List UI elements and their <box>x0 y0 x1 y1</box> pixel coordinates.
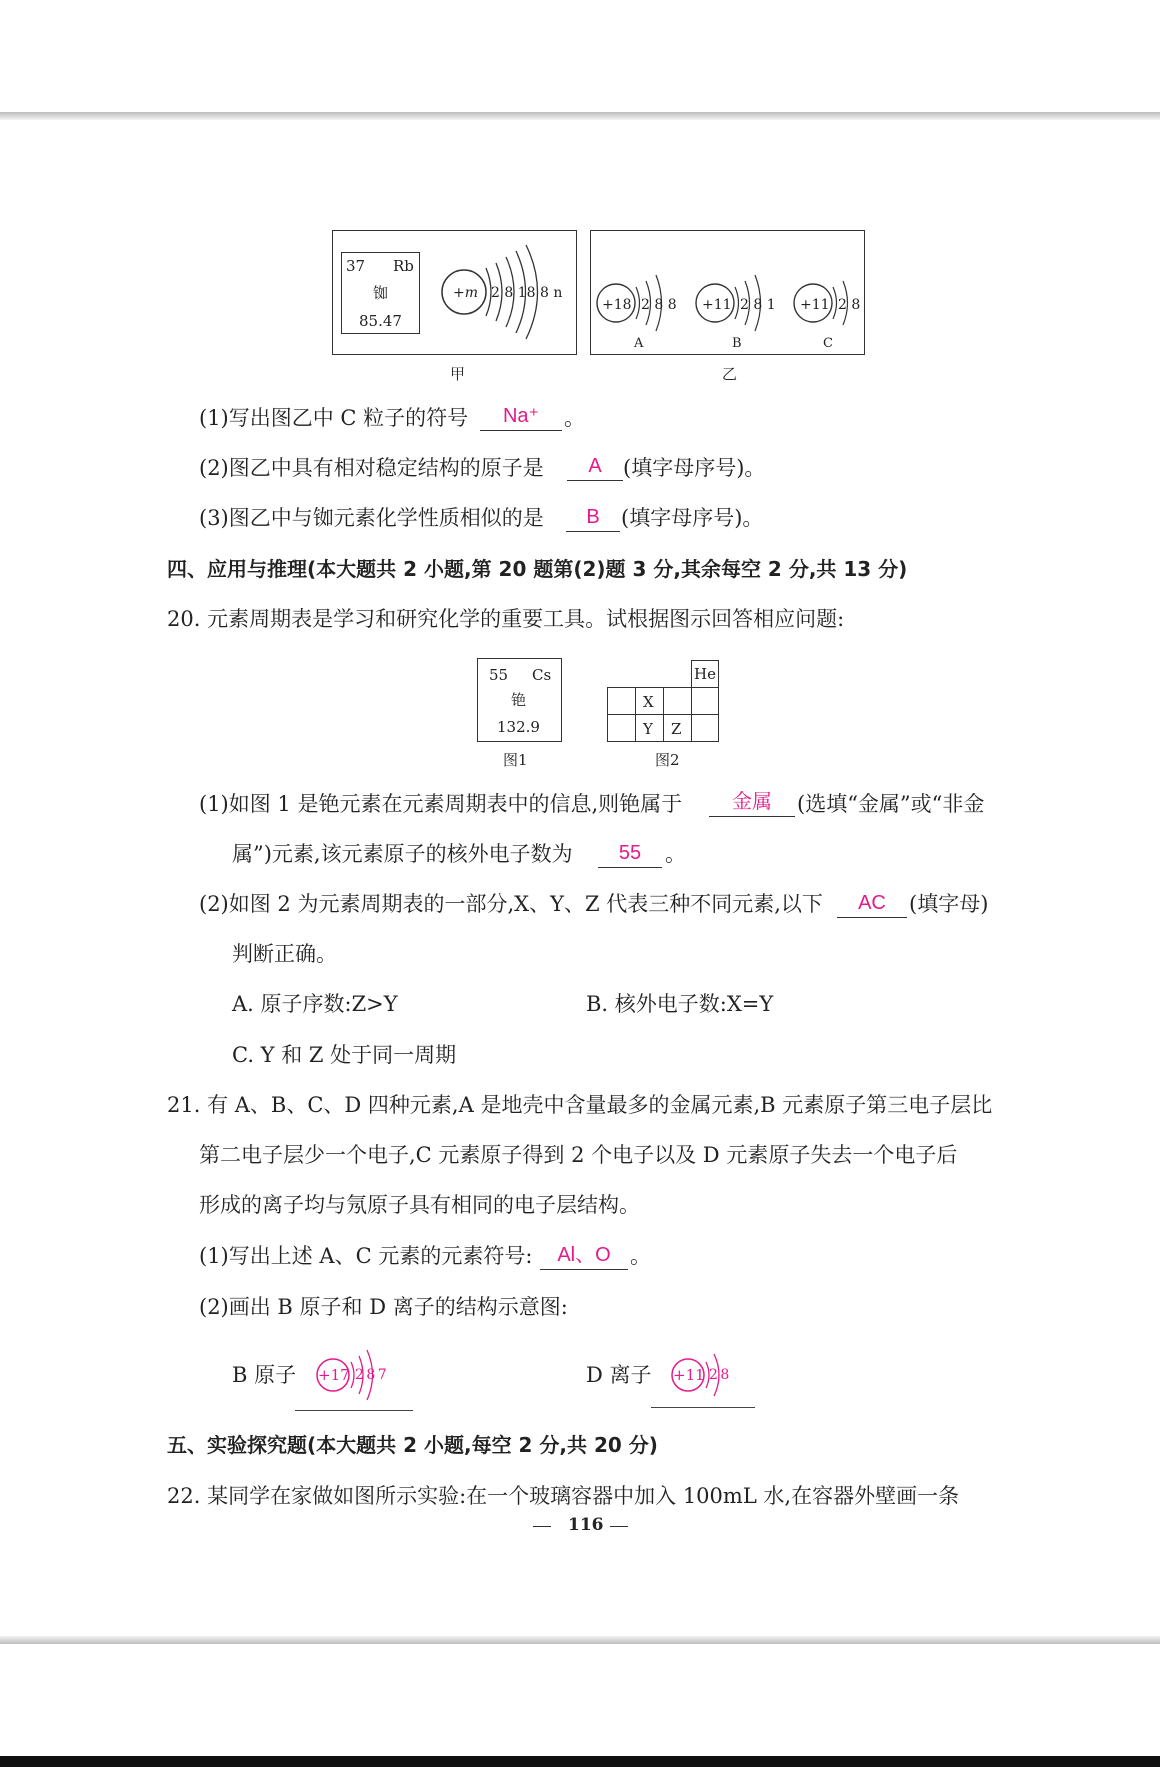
q20-part1-line2-end: 。 <box>665 842 686 866</box>
q20-option-b: B. 核外电子数:X=Y <box>586 992 774 1016</box>
particle-c-label: C <box>823 336 833 351</box>
q21-part1-end: 。 <box>630 1244 651 1268</box>
section-5-heading: 五、实验探究题(本大题共 2 小题,每空 2 分,共 20 分) <box>167 1433 658 1457</box>
caption-yi: 乙 <box>722 365 738 383</box>
q20-part1-answer2: 55 <box>598 841 662 868</box>
q20-part1-line1-end: (选填“金属”或“非金 <box>797 792 985 816</box>
rb-symbol: Rb <box>393 257 414 275</box>
q20-part2-line2: 判断正确。 <box>232 942 337 966</box>
page-bottom-edge <box>0 1636 1160 1644</box>
pt-z: Z <box>671 720 682 738</box>
section-4-heading: 四、应用与推理(本大题共 2 小题,第 20 题第(2)题 3 分,其余每空 2 分,共 13 分) <box>167 557 908 581</box>
pt-row3-cell4 <box>691 714 719 742</box>
bottom-margin <box>0 1644 1160 1756</box>
d-ion-shells: 2 8 <box>709 1367 729 1383</box>
pt-he: He <box>694 665 716 683</box>
cs-number: 55 <box>489 666 509 684</box>
q20-part1-line2: 属”)元素,该元素原子的核外电子数为 <box>232 842 573 866</box>
q21-line2: 第二电子层少一个电子,C 元素原子得到 2 个电子以及 D 元素原子失去一个电子后 <box>199 1143 958 1167</box>
q20-stem: 20. 元素周期表是学习和研究化学的重要工具。试根据图示回答相应问题: <box>167 607 845 631</box>
q21-part2: (2)画出 B 原子和 D 离子的结构示意图: <box>199 1295 568 1319</box>
page-number-dash-right <box>610 1526 628 1527</box>
q21-part1-answer: Al、O <box>540 1243 628 1270</box>
q19-part3-answer: B <box>566 505 620 532</box>
cs-name: 铯 <box>511 691 527 709</box>
q21-part1: (1)写出上述 A、C 元素的元素符号: <box>199 1244 533 1268</box>
cs-mass: 132.9 <box>497 718 540 736</box>
q19-part2-end: (填字母序号)。 <box>623 456 766 480</box>
b-atom-underline <box>295 1410 413 1411</box>
q22-line1: 22. 某同学在家做如图所示实验:在一个玻璃容器中加入 100mL 水,在容器外壁画一条 <box>167 1484 960 1508</box>
d-ion-underline <box>651 1407 755 1408</box>
q19-part1: (1)写出图乙中 C 粒子的符号 <box>199 406 469 430</box>
pt-row2-cell4 <box>691 687 719 715</box>
particle-b-nucleus: +11 <box>702 297 732 313</box>
top-margin <box>0 0 1160 112</box>
d-ion-nucleus: +11 <box>673 1366 705 1384</box>
particle-b-label: B <box>732 336 742 351</box>
rb-name: 铷 <box>373 284 389 302</box>
b-atom-nucleus: +17 <box>318 1366 350 1384</box>
particle-a-label: A <box>634 336 644 351</box>
pt-x: X <box>643 693 654 711</box>
page-number: 116 <box>568 1515 604 1535</box>
q19-part2: (2)图乙中具有相对稳定结构的原子是 <box>199 456 544 480</box>
pt-row3-cell1 <box>607 714 636 742</box>
fig1-caption: 图1 <box>503 751 528 769</box>
fig2-caption: 图2 <box>655 751 680 769</box>
page-top-edge <box>0 112 1160 120</box>
q19-part3: (3)图乙中与铷元素化学性质相似的是 <box>199 506 544 530</box>
rb-number: 37 <box>346 257 366 275</box>
pt-row2-cell3 <box>663 687 692 715</box>
q19-part1-answer: Na⁺ <box>480 404 562 431</box>
page-number-dash-left <box>533 1526 551 1527</box>
bottom-bar <box>0 1756 1160 1767</box>
caption-jia: 甲 <box>450 365 466 383</box>
pt-row2-cell1 <box>607 687 636 715</box>
d-ion-label: D 离子 <box>586 1363 652 1387</box>
particle-c-shells: 2 8 <box>838 297 861 313</box>
particle-a-shells: 2 8 8 <box>641 297 677 313</box>
q20-part2-answer: AC <box>837 891 907 918</box>
b-atom-label: B 原子 <box>232 1363 297 1387</box>
q20-option-a: A. 原子序数:Z>Y <box>232 992 398 1016</box>
q20-part2-line1-end: (填字母) <box>909 892 989 916</box>
q20-option-c: C. Y 和 Z 处于同一周期 <box>232 1043 457 1067</box>
q19-part3-end: (填字母序号)。 <box>621 506 764 530</box>
cs-symbol: Cs <box>532 666 552 684</box>
rb-shells: 2 8 18 8 n <box>491 285 563 301</box>
rb-nucleus: +m <box>453 285 479 301</box>
q19-part2-answer: A <box>567 454 623 481</box>
q19-part1-end: 。 <box>564 406 585 430</box>
particle-b-shells: 2 8 1 <box>740 297 776 313</box>
q20-part1-line1: (1)如图 1 是铯元素在元素周期表中的信息,则铯属于 <box>199 792 683 816</box>
q20-part1-answer1: 金属 <box>709 790 795 817</box>
pt-y: Y <box>643 720 653 738</box>
q21-line1: 21. 有 A、B、C、D 四种元素,A 是地壳中含量最多的金属元素,B 元素原子第三电子层比 <box>167 1093 993 1117</box>
q21-line3: 形成的离子均与氖原子具有相同的电子层结构。 <box>199 1193 640 1217</box>
rb-mass: 85.47 <box>359 312 402 330</box>
q20-part2-line1: (2)如图 2 为元素周期表的一部分,X、Y、Z 代表三种不同元素,以下 <box>199 892 823 916</box>
particle-a-nucleus: +18 <box>602 297 632 313</box>
b-atom-shells: 2 8 7 <box>355 1367 386 1383</box>
particle-c-nucleus: +11 <box>800 297 830 313</box>
